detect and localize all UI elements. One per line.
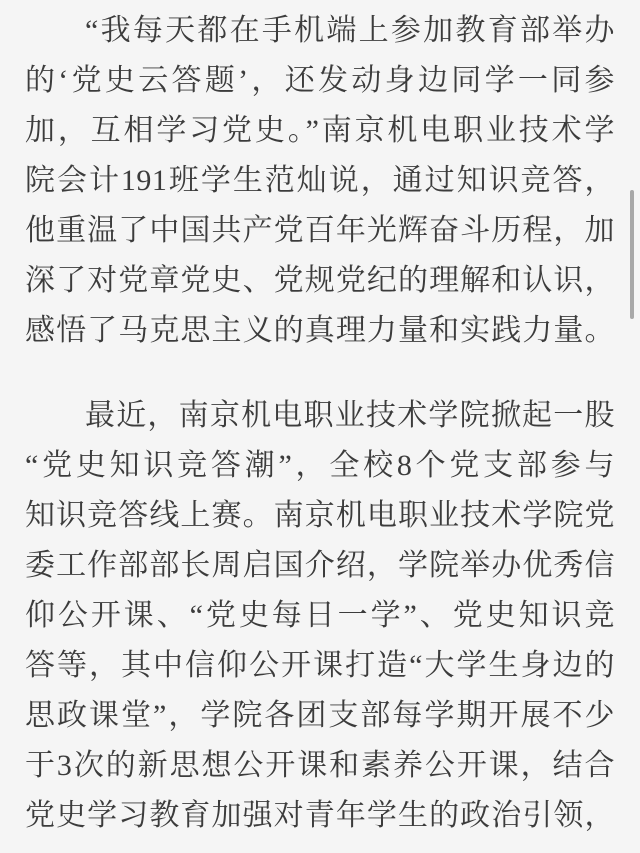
text-line: 仰公开课、“党史每日一学”、党史知识竞 — [25, 599, 615, 632]
text-line: 于3次的新思想公开课和素养公开课，结合 — [25, 749, 615, 782]
text-line: 的‘党史云答题’，还发动身边同学一同参 — [25, 64, 615, 97]
text-line: 他重温了中国共产党百年光辉奋斗历程，加 — [25, 214, 615, 247]
text-line: 党史学习教育加强对青年学生的政治引领， — [25, 799, 615, 832]
paragraph-school-activities — [25, 391, 615, 841]
paragraph-quote-student — [25, 6, 615, 356]
text-line: 知识竞答线上赛。南京机电职业技术学院党 — [25, 499, 615, 532]
text-line: 委工作部部长周启国介绍，学院举办优秀信 — [25, 549, 615, 582]
article-body — [25, 6, 615, 841]
scrollbar-thumb[interactable] — [630, 190, 634, 319]
text-line: 思政课堂”，学院各团支部每学期开展不少 — [25, 699, 615, 732]
text-line: 答等，其中信仰公开课打造“大学生身边的 — [25, 649, 615, 682]
text-line: 感悟了马克思主义的真理力量和实践力量。 — [25, 314, 615, 347]
text-line: 院会计191班学生范灿说，通过知识竞答， — [25, 164, 615, 197]
text-line: “我每天都在手机端上参加教育部举办 — [85, 14, 615, 47]
text-line: “党史知识竞答潮”，全校8个党支部参与 — [25, 449, 615, 482]
text-line: 最近，南京机电职业技术学院掀起一股 — [85, 399, 615, 432]
text-line: 加，互相学习党史。”南京机电职业技术学 — [25, 114, 615, 147]
text-line: 深了对党章党史、党规党纪的理解和认识， — [25, 264, 615, 297]
